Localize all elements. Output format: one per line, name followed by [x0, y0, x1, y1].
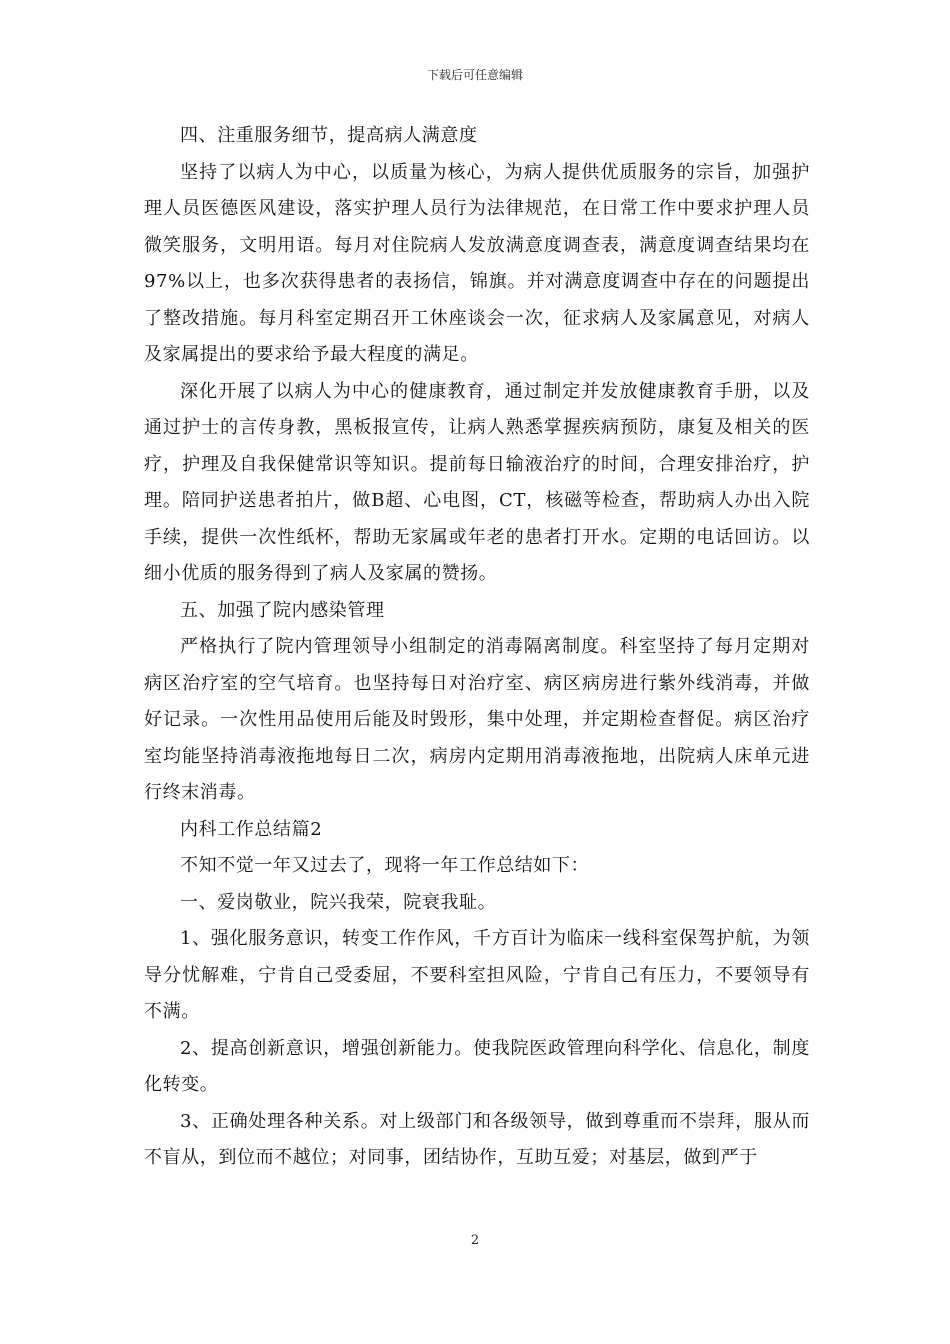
section-heading-1: 一、爱岗敬业，院兴我荣，院衰我耻。 [180, 891, 497, 913]
body-paragraph: 不知不觉一年又过去了，现将一年工作总结如下： [180, 855, 590, 876]
numbered-paragraph: 3、正确处理各种关系。对上级部门和各级领导，做到尊重而不崇拜，服从而不盲从，到位而不越位；对同事，团结协作，互助互爱；对基层，做到严于 [144, 1110, 810, 1168]
article-title: 内科工作总结篇2 [180, 818, 323, 840]
page-header: 下载后可任意编辑 [426, 68, 523, 82]
numbered-paragraph: 2、提高创新意识，增强创新能力。使我院医政管理向科学化、信息化，制度化转变。 [144, 1037, 810, 1095]
body-paragraph: 严格执行了院内管理领导小组制定的消毒隔离制度。科室坚持了每月定期对病区治疗室的空气培育。也坚持每日对治疗室、病区病房进行紫外线消毒，并做好记录。一次性用品使用后能及时毁形，集中处理，并定期检查督促。病区治疗室均能坚持消毒液拖地每日二次，病房内定期用消毒液拖地，出院病人床单元进行终末消毒。 [144, 636, 810, 803]
body-paragraph: 深化开展了以病人为中心的健康教育，通过制定并发放健康教育手册，以及通过护士的言传身教，黑板报宣传，让病人熟悉掌握疾病预防，康复及相关的医疗，护理及自我保健常识等知识。提前每日输液治疗的时间，合理安排治疗，护理。陪同护送患者拍片，做B超、心电图，CT，核磁等检查，帮助病人办出入院手续，提供一次性纸杯，帮助无家属或年老的患者打开水。定期的电话回访。以细小优质的服务得到了病人及家属的赞扬。 [144, 380, 810, 584]
section-heading-5: 五、加强了院内感染管理 [180, 599, 385, 621]
numbered-paragraph: 1、强化服务意识，转变工作作风，千方百计为临床一线科室保驾护航，为领导分忧解难，宁肯自己受委屈，不要科室担风险，宁肯自己有压力，不要领导有不满。 [144, 928, 810, 1022]
body-paragraph: 坚持了以病人为中心，以质量为核心，为病人提供优质服务的宗旨，加强护理人员医德医风建设，落实护理人员行为法律规范，在日常工作中要求护理人员微笑服务，文明用语。每月对住院病人发放满意度调查表，满意度调查结果均在97%以上，也多次获得患者的表扬信，锦旗。并对满意度调查中存在的问题提出了整改措施。每月科室定期召开工休座谈会一次，征求病人及家属意见，对病人及家属提出的要求给予最大程度的满足。 [144, 161, 810, 365]
document-body [144, 118, 810, 1177]
page-number: 2 [470, 1233, 480, 1248]
section-heading-4: 四、注重服务细节，提高病人满意度 [180, 125, 478, 146]
